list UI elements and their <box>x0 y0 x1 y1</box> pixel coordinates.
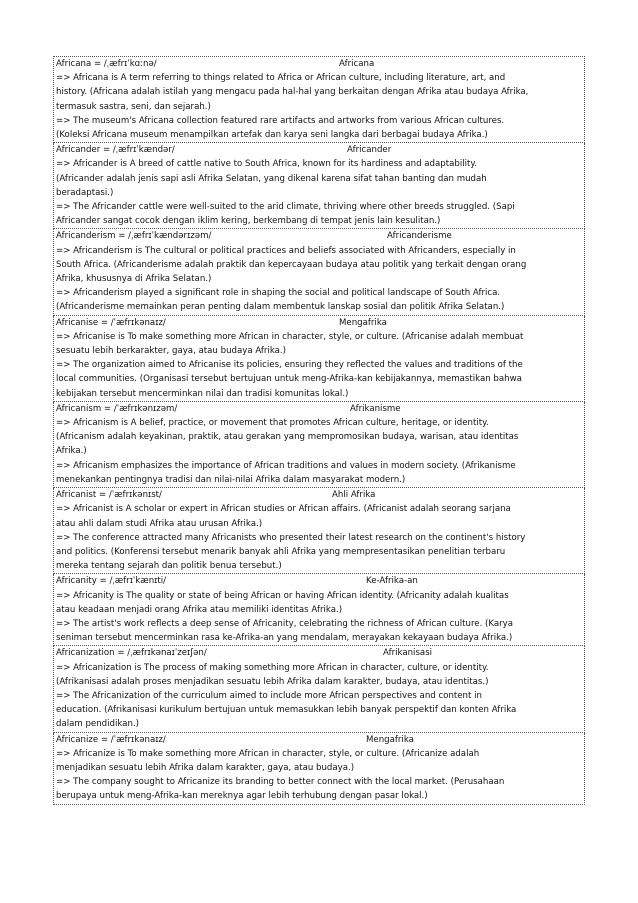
entry-header <box>54 488 584 502</box>
entry-text-line: Africander sangat cocok dengan iklim kering, berkembang di tempat jenis lain kesulitan.) <box>56 216 441 227</box>
entry-text-line: => The Africanization of the curriculum aimed to include more African perspectives and content in <box>56 690 482 701</box>
entry-text-line: (Koleksi Africana museum menampilkan artefak dan karya seni langka dari berbagai budaya Afrika.) <box>56 130 488 141</box>
entry-text-line: berupaya untuk meng-Afrika-kan mereknya agar lebih terhubung dengan pasar lokal.) <box>56 791 428 802</box>
entry-term-pronunciation: Africanist = /ˈæfrɪkənɪst/ <box>56 490 162 501</box>
entry-text-line: atau ahli dalam studi Afrika atau urusan Afrika.) <box>56 518 263 529</box>
entry-header <box>54 316 584 330</box>
entry-term-pronunciation: Africanism = /ˈæfrɪkənɪzəm/ <box>56 403 178 414</box>
entry-text-line: => The artist's work reflects a deep sense of Africanity, celebrating the richness of African culture. (Karya <box>56 618 514 629</box>
entry-text-line: termasuk sastra, seni, dan sejarah.) <box>56 101 211 112</box>
entry-text-line: (Africanderisme memainkan peran penting dalam membentuk lanskap sosial dan politik Afrika Selatan.) <box>56 302 505 313</box>
entry-text-line: => Africanization is The process of making something more African in character, culture, or identity. <box>56 662 489 673</box>
dictionary-entry <box>53 56 585 143</box>
entry-text-line: local communities. (Organisasi tersebut bertujuan untuk meng-Afrika-kan kebijakannya, memastikan bahwa <box>56 374 522 385</box>
entry-translation: Ahli Afrika <box>332 490 376 501</box>
entry-text-line: => Africanist is A scholar or expert in African studies or African affairs. (Africanist adalah seorang sarjana <box>56 504 511 515</box>
entry-text-line: => Africanderism played a significant role in shaping the social and political landscape of South Africa. <box>56 288 501 299</box>
entry-header <box>54 57 584 71</box>
entry-text-line: => Africanise is To make something more African in character, style, or culture. (Africanise adalah membuat <box>56 331 524 342</box>
entry-text-line: => The company sought to Africanize its branding to better connect with the local market. (Perusahaan <box>56 777 505 788</box>
dictionary-entry <box>53 733 585 805</box>
entry-term-pronunciation: Africana = /ˌæfrɪˈkɑːnə/ <box>56 59 157 69</box>
entry-term-pronunciation: Africanization = /ˌæfrɪkənaɪˈzeɪʃən/ <box>56 648 207 659</box>
entry-text-line: => The conference attracted many Africanists who presented their latest research on the continent's history <box>56 532 526 543</box>
entry-text-line: beradaptasi.) <box>56 187 114 198</box>
entry-text-line: menekankan pentingnya tradisi dan nilai-nilai Afrika dalam masyarakat modern.) <box>56 474 406 485</box>
entry-text-line: South Africa. (Africanderisme adalah praktik dan kepercayaan budaya atau politik yang terkait dengan orang <box>56 259 527 270</box>
entry-text-line: sesuatu lebih berkarakter, gaya, atau budaya Afrika.) <box>56 346 287 357</box>
entry-text-line: => Africana is A term referring to things related to Africa or African culture, including literature, art, and <box>56 73 506 84</box>
entry-text-line: mereka tentang sejarah dan politik benua tersebut.) <box>56 561 282 572</box>
entry-text-line: => Africanism is A belief, practice, or movement that promotes African culture, heritage, or identity. <box>56 418 489 429</box>
entry-text-line: => The Africander cattle were well-suited to the arid climate, thriving where other breeds struggled. (Sapi <box>56 202 515 213</box>
entry-header <box>54 733 584 747</box>
entry-text-line: => The museum's Africana collection featured rare artifacts and artworks from various African cultures. <box>56 115 505 126</box>
entry-text-line: => Africanism emphasizes the importance of African traditions and values in modern society. (Afrikanisme <box>56 460 516 471</box>
entry-text-line: atau keadaan menjadi orang Afrika atau memiliki identitas Afrika.) <box>56 604 343 615</box>
entry-translation: Africander <box>347 145 392 156</box>
entry-translation: Mengafrika <box>366 734 414 745</box>
dictionary-entry <box>53 574 585 646</box>
entry-header <box>54 143 584 157</box>
dictionary-entry <box>53 229 585 315</box>
entry-header <box>54 646 584 660</box>
entry-text-line: menjadikan sesuatu lebih Afrika dalam karakter, gaya, atau budaya.) <box>56 762 355 773</box>
dictionary-entry <box>53 488 585 574</box>
entry-translation: Africanderisme <box>387 231 452 242</box>
entry-term-pronunciation: Africanderism = /ˌæfrɪˈkændərɪzəm/ <box>56 231 212 242</box>
dictionary-page <box>53 56 585 805</box>
entry-translation: Ke-Afrika-an <box>366 576 418 587</box>
dictionary-entry <box>53 316 585 402</box>
entry-text-line: => Africander is A breed of cattle native to South Africa, known for its hardiness and adaptability. <box>56 159 477 170</box>
entry-header <box>54 402 584 416</box>
entry-term-pronunciation: Africanise = /ˈæfrɪkənaɪz/ <box>56 317 166 328</box>
entry-text-line: dalam pendidikan.) <box>56 719 139 730</box>
entry-header <box>54 229 584 243</box>
entry-translation: Mengafrika <box>339 317 387 328</box>
entry-term-pronunciation: Africanize = /ˈæfrɪkənaɪz/ <box>56 734 166 745</box>
entry-text-line: => Africanderism is The cultural or political practices and beliefs associated with Africanders, especially in <box>56 245 516 256</box>
dictionary-entry <box>53 646 585 732</box>
entry-translation: Afrikanisasi <box>383 648 433 659</box>
entry-term-pronunciation: Africander = /ˌæfrɪˈkændər/ <box>56 145 175 156</box>
dictionary-entry <box>53 143 585 229</box>
entry-text-line: seniman tersebut mencerminkan rasa ke-Afrika-an yang mendalam, merayakan kekayaan budaya Afrika.) <box>56 633 513 644</box>
entry-text-line: (Africander adalah jenis sapi asli Afrika Selatan, yang dikenal karena sifat tahan banting dan mudah <box>56 173 487 184</box>
entry-text-line: (Afrikanisasi adalah proses menjadikan sesuatu lebih Afrika dalam karakter, budaya, atau identitas.) <box>56 676 489 687</box>
entry-text-line: and politics. (Konferensi tersebut menarik banyak ahli Afrika yang mempresentasikan penelitian terbaru <box>56 546 506 557</box>
entry-term-pronunciation: Africanity = /ˌæfrɪˈkænɪti/ <box>56 576 166 587</box>
entry-text-line: history. (Africana adalah istilah yang mengacu pada hal-hal yang berkaitan dengan Afrika atau budaya Afrika, <box>56 87 529 98</box>
entry-translation: Afrikanisme <box>350 403 401 414</box>
entry-text-line: Afrika, khususnya di Afrika Selatan.) <box>56 274 212 285</box>
entry-translation: Africana <box>339 59 375 69</box>
entry-text-line: => Africanity is The quality or state of being African or having African identity. (Africanity adalah kualitas <box>56 590 509 601</box>
dictionary-entry <box>53 402 585 488</box>
entry-text-line: kebijakan tersebut mencerminkan nilai dan tradisi komunitas lokal.) <box>56 388 349 399</box>
entry-text-line: (Africanism adalah keyakinan, praktik, atau gerakan yang mempromosikan budaya, warisan, atau identitas <box>56 432 519 443</box>
entry-text-line: => Africanize is To make something more African in character, style, or culture. (Africanize adalah <box>56 748 480 759</box>
entry-text-line: => The organization aimed to Africanise its policies, ensuring they reflected the values and traditions of the <box>56 360 523 371</box>
entry-header <box>54 574 584 588</box>
entry-text-line: Afrika.) <box>56 446 87 457</box>
entry-text-line: education. (Afrikanisasi kurikulum bertujuan untuk memasukkan lebih banyak perspektif dan konten Afrika <box>56 705 517 716</box>
